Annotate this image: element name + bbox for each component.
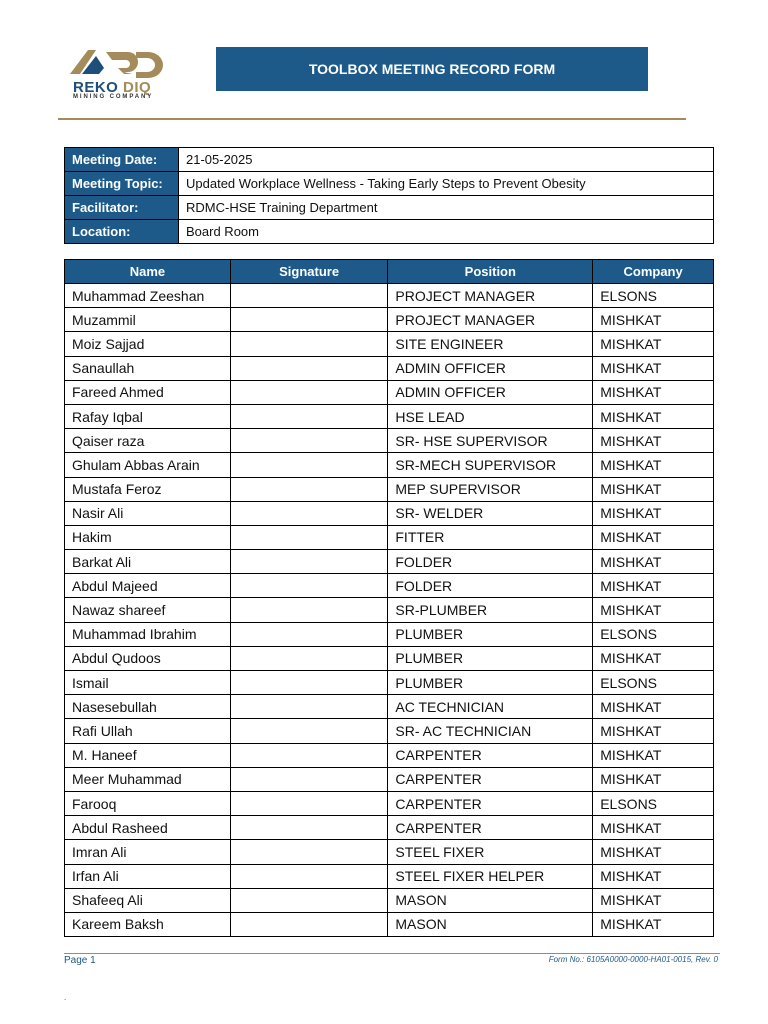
attendee-name: Moiz Sajjad [65,332,231,356]
attendee-company: MISHKAT [593,719,714,743]
attendee-company: MISHKAT [593,888,714,912]
attendee-name: Farooq [65,791,231,815]
meeting-info-label: Location: [65,220,179,244]
attendee-name: Nawaz shareef [65,598,231,622]
attendance-header-row [65,260,714,284]
attendee-name: Kareem Baksh [65,912,231,936]
meeting-info-value: Board Room [179,220,714,244]
attendee-name: Abdul Qudoos [65,646,231,670]
attendance-row [65,864,714,888]
meeting-info-label: Meeting Date: [65,148,179,172]
attendance-row [65,816,714,840]
attendee-company: MISHKAT [593,308,714,332]
meeting-info-value: 21-05-2025 [179,148,714,172]
attendee-name: Fareed Ahmed [65,380,231,404]
attendee-name: Sanaullah [65,356,231,380]
attendee-position: SR- WELDER [388,501,593,525]
attendee-position: FOLDER [388,574,593,598]
attendee-signature[interactable] [230,453,387,477]
attendance-row [65,332,714,356]
attendee-position: PLUMBER [388,646,593,670]
attendee-position: PLUMBER [388,671,593,695]
attendee-company: MISHKAT [593,501,714,525]
attendee-name: Imran Ali [65,840,231,864]
attendee-position: PROJECT MANAGER [388,308,593,332]
attendee-signature[interactable] [230,356,387,380]
attendee-signature[interactable] [230,671,387,695]
attendee-position: AC TECHNICIAN [388,695,593,719]
attendee-position: CARPENTER [388,743,593,767]
attendee-signature[interactable] [230,525,387,549]
attendee-signature[interactable] [230,501,387,525]
attendee-signature[interactable] [230,308,387,332]
attendee-company: MISHKAT [593,816,714,840]
attendee-signature[interactable] [230,598,387,622]
attendee-company: ELSONS [593,622,714,646]
attendee-signature[interactable] [230,429,387,453]
attendee-position: HSE LEAD [388,404,593,428]
attendee-signature[interactable] [230,574,387,598]
attendee-name: Ismail [65,671,231,695]
attendance-row [65,429,714,453]
attendee-name: Mustafa Feroz [65,477,231,501]
attendee-company: MISHKAT [593,695,714,719]
attendee-company: ELSONS [593,284,714,308]
attendee-name: M. Haneef [65,743,231,767]
attendance-row [65,840,714,864]
attendee-position: PROJECT MANAGER [388,284,593,308]
attendee-company: MISHKAT [593,404,714,428]
attendee-position: MASON [388,912,593,936]
attendee-name: Meer Muhammad [65,767,231,791]
attendee-position: SR-MECH SUPERVISOR [388,453,593,477]
attendee-company: MISHKAT [593,840,714,864]
attendance-row [65,380,714,404]
attendee-company: MISHKAT [593,550,714,574]
attendance-row [65,477,714,501]
attendee-company: MISHKAT [593,429,714,453]
attendance-row [65,308,714,332]
attendance-row [65,767,714,791]
attendance-row [65,356,714,380]
attendance-row [65,574,714,598]
meeting-info-row [65,196,714,220]
attendance-row [65,912,714,936]
meeting-info-row [65,220,714,244]
col-header-name: Name [65,260,231,284]
logo-wordmark: REKO DIQ [73,79,152,96]
attendee-position: SR- AC TECHNICIAN [388,719,593,743]
attendee-position: STEEL FIXER HELPER [388,864,593,888]
meeting-info-label: Meeting Topic: [65,172,179,196]
attendee-name: Barkat Ali [65,550,231,574]
col-header-signature: Signature [230,260,387,284]
attendee-position: SITE ENGINEER [388,332,593,356]
attendee-signature[interactable] [230,404,387,428]
attendee-position: ADMIN OFFICER [388,356,593,380]
attendee-company: MISHKAT [593,912,714,936]
attendee-signature[interactable] [230,477,387,501]
attendee-position: FOLDER [388,550,593,574]
attendance-row [65,791,714,815]
attendee-signature[interactable] [230,695,387,719]
attendee-position: SR- HSE SUPERVISOR [388,429,593,453]
meeting-info-value: Updated Workplace Wellness - Taking Early Steps to Prevent Obesity [179,172,714,196]
attendee-company: MISHKAT [593,380,714,404]
footer-divider [64,953,720,954]
col-header-company: Company [593,260,714,284]
attendance-row [65,622,714,646]
attendee-position: CARPENTER [388,767,593,791]
attendance-row [65,404,714,428]
attendee-name: Shafeeq Ali [65,888,231,912]
attendee-signature[interactable] [230,864,387,888]
attendee-position: CARPENTER [388,791,593,815]
attendee-name: Muhammad Zeeshan [65,284,231,308]
attendee-name: Qaiser raza [65,429,231,453]
attendee-name: Abdul Majeed [65,574,231,598]
col-header-position: Position [388,260,593,284]
attendee-company: ELSONS [593,791,714,815]
attendee-name: Rafay Iqbal [65,404,231,428]
meeting-info-label: Facilitator: [65,196,179,220]
attendee-name: Ghulam Abbas Arain [65,453,231,477]
attendee-position: CARPENTER [388,816,593,840]
attendee-name: Rafi Ullah [65,719,231,743]
attendee-name: Irfan Ali [65,864,231,888]
attendee-signature[interactable] [230,380,387,404]
attendee-signature[interactable] [230,646,387,670]
attendee-signature[interactable] [230,719,387,743]
form-number: Form No.: 6105A0000-0000-HA01-0015, Rev. 0 [548,955,718,964]
attendee-name: Muhammad Ibrahim [65,622,231,646]
attendance-row [65,695,714,719]
attendee-signature[interactable] [230,888,387,912]
attendee-company: MISHKAT [593,646,714,670]
form-title: TOOLBOX MEETING RECORD FORM [216,47,648,91]
attendee-signature[interactable] [230,550,387,574]
attendee-position: FITTER [388,525,593,549]
meeting-info-table [64,147,714,244]
attendee-company: MISHKAT [593,598,714,622]
attendee-company: MISHKAT [593,356,714,380]
attendee-company: MISHKAT [593,574,714,598]
attendee-signature[interactable] [230,767,387,791]
attendance-row [65,598,714,622]
attendee-signature[interactable] [230,622,387,646]
attendance-row [65,525,714,549]
attendee-position: ADMIN OFFICER [388,380,593,404]
attendee-signature[interactable] [230,840,387,864]
meeting-info-value: RDMC-HSE Training Department [179,196,714,220]
attendee-signature[interactable] [230,332,387,356]
attendee-company: MISHKAT [593,864,714,888]
header-divider [58,118,686,120]
attendance-row [65,743,714,767]
attendee-company: MISHKAT [593,332,714,356]
attendee-name: Muzammil [65,308,231,332]
attendance-row [65,646,714,670]
attendee-name: Nasir Ali [65,501,231,525]
attendance-row [65,888,714,912]
attendance-table [64,259,714,937]
attendee-position: MEP SUPERVISOR [388,477,593,501]
attendee-company: MISHKAT [593,767,714,791]
attendee-position: STEEL FIXER [388,840,593,864]
meeting-info-row [65,172,714,196]
meeting-info-row [65,148,714,172]
attendee-signature[interactable] [230,912,387,936]
attendance-row [65,550,714,574]
attendee-name: Hakim [65,525,231,549]
attendee-signature[interactable] [230,743,387,767]
attendee-name: Abdul Rasheed [65,816,231,840]
attendee-name: Nasesebullah [65,695,231,719]
attendee-signature[interactable] [230,816,387,840]
attendee-signature[interactable] [230,284,387,308]
attendance-row [65,453,714,477]
attendee-company: MISHKAT [593,453,714,477]
attendee-position: PLUMBER [388,622,593,646]
attendance-row [65,671,714,695]
page-number: Page 1 [64,955,96,966]
attendance-row [65,284,714,308]
logo-subtitle: MINING COMPANY [73,94,154,100]
attendee-company: ELSONS [593,671,714,695]
attendee-position: SR-PLUMBER [388,598,593,622]
attendance-row [65,501,714,525]
attendance-row [65,719,714,743]
attendee-company: MISHKAT [593,477,714,501]
attendee-company: MISHKAT [593,525,714,549]
attendee-company: MISHKAT [593,743,714,767]
footer-mark: . [64,993,67,1002]
attendee-signature[interactable] [230,791,387,815]
attendee-position: MASON [388,888,593,912]
